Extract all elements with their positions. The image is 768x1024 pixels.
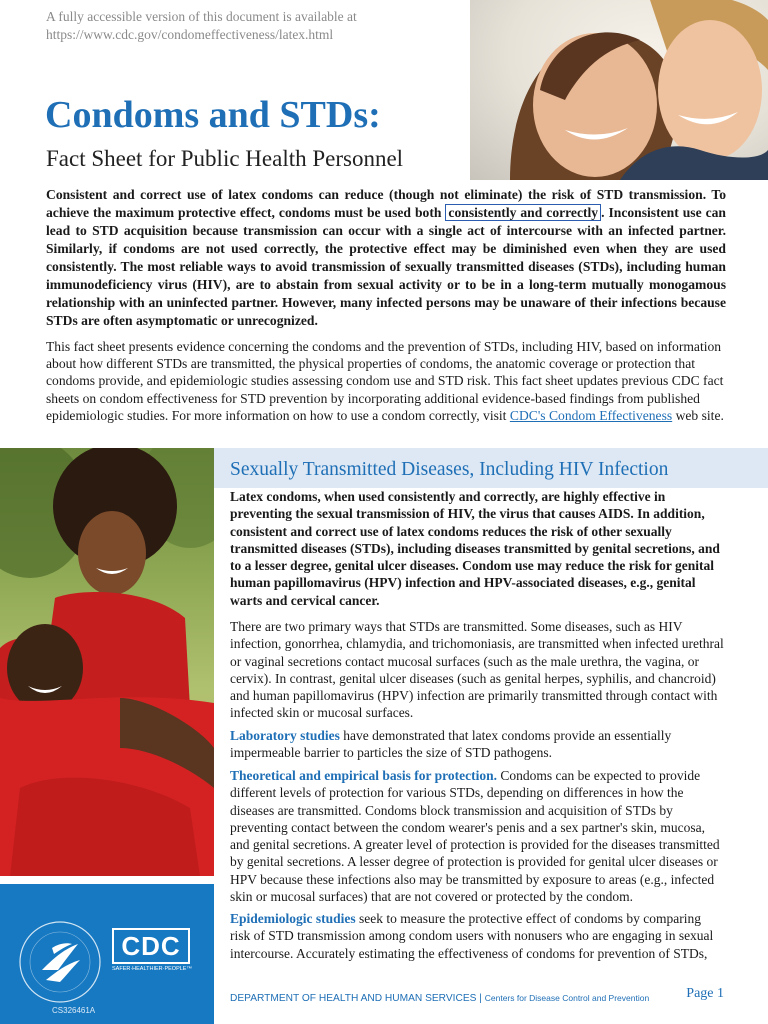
intro-body-end: web site.: [672, 407, 724, 423]
footer-separator: |: [476, 993, 485, 1004]
protection-basis-text: Condoms can be expected to provide different levels of protection for various STDs, depending on differences in how the diseases are transmitted. Condoms block transmission and acquisition of STDs by preventing contact between the condom wearer's penis and a sex partner's skin, mucosa, and genital secretions. A greater level of protection is provided for the diseases transmitted by genital secretions. A lesser degree of protection is provided for genital ulcer diseases or HPV because these infections also may be transmitted by exposure to areas (e.g., infected skin or mucosal surfaces) that are not covered or protected by the condom.: [230, 768, 720, 905]
epidemiologic-studies-paragraph: [230, 910, 724, 962]
epidemiologic-studies-heading: Epidemiologic studies: [230, 911, 356, 926]
couple-photo: [470, 0, 768, 180]
page-number: Page 1: [686, 986, 724, 1001]
page-title: Condoms and STDs:: [45, 94, 381, 136]
footer-department: DEPARTMENT OF HEALTH AND HUMAN SERVICES: [230, 993, 477, 1004]
section-summary-paragraph: Latex condoms, when used consistently and correctly, are highly effective in preventing the sexual transmission of HIV, the virus that causes AIDS. In addition, consistent and correct use of latex condoms reduces the risk of other sexually transmitted diseases (STDs), including diseases transmitted by genital secretions, and to a lesser degree, genital ulcer diseases. Condom use may reduce the risk for genital human papillomavirus (HPV) infection and HPV-associated diseases, e.g., genital warts and cervical cancer.: [230, 489, 720, 608]
page-footer: [230, 988, 724, 1006]
laboratory-studies-text: have demonstrated that latex condoms provide an essentially impermeable barrier to particles the size of STD pathogens.: [230, 728, 672, 761]
intro-body-text: This fact sheet presents evidence concerning the condoms and the prevention of STDs, including HIV, based on information about how different STDs are transmitted, the physical properties of condoms, the anatomic coverage or protection that condoms provide, and epidemiologic studies assessing condom use and STD risk. This fact sheet updates previous CDC fact sheets on condom effectiveness for STD prevention by incorporating additional evidence-based findings from published epidemiologic studies. For more information on how to use a condom correctly, visit: [46, 339, 724, 423]
couple-piggyback-photo: [0, 448, 214, 876]
document-code: CS326461A: [52, 1006, 96, 1015]
protection-basis-paragraph: [230, 767, 724, 905]
intro-body-paragraph: [46, 338, 726, 424]
accessible-version-url[interactable]: https://www.cdc.gov/condomeffectiveness/latex.html: [46, 27, 334, 42]
laboratory-studies-heading: Laboratory studies: [230, 728, 340, 743]
transmission-paragraph: There are two primary ways that STDs are transmitted. Some diseases, such as HIV infection, gonorrhea, chlamydia, and trichomoniasis, are transmitted when infected urethral or vaginal secretions contact mucosal surfaces (such as the male urethra, the vagina, or cervix). In contrast, genital ulcer diseases (such as genital herpes, syphilis, and chancroid) and human papillomavirus (HPV) infection are primarily transmitted through contact with infected skin or mucosal surfaces.: [230, 619, 724, 721]
page-subtitle: Fact Sheet for Public Health Personnel: [46, 146, 404, 171]
hhs-seal-icon: [18, 920, 102, 1004]
protection-basis-heading: Theoretical and empirical basis for protection.: [230, 768, 497, 783]
accessibility-note-text: A fully accessible version of this document is available at: [46, 9, 357, 24]
couple-photo-illustration: [470, 0, 768, 180]
cdc-tagline: SAFER·HEALTHIER·PEOPLE™: [112, 966, 192, 972]
section-title: Sexually Transmitted Diseases, Including HIV Infection: [230, 459, 669, 480]
intro-summary-text-1: Consistent and correct use of latex condoms can reduce (though not eliminate) the risk of STD transmission. To achieve the maximum protective effect, condoms must be used both: [46, 187, 726, 220]
accessibility-note: [46, 8, 466, 44]
piggyback-photo-illustration: [0, 448, 214, 876]
epidemiologic-studies-text: seek to measure the protective effect of condoms by comparing risk of STD transmission among condom users with nonusers who are engaging in sexual intercourse. Accurately estimating the effectiveness of condoms for prevention of STDs,: [230, 911, 714, 961]
cdc-logo: [112, 928, 190, 976]
intro-summary-paragraph: [46, 186, 726, 330]
consistently-correctly-link[interactable]: consistently and correctly: [445, 204, 601, 221]
condom-effectiveness-link[interactable]: CDC's Condom Effectiveness: [509, 407, 673, 423]
footer-centers: Centers for Disease Control and Prevention: [484, 993, 650, 1003]
cdc-logo-box: [112, 928, 190, 964]
intro-summary-text-2: . Inconsistent use can lead to STD acquisition because transmission can occur with a single act of intercourse with an infected partner. Similarly, if condoms are not used correctly, the protective effect may be diminished even when they are used consistently. The most reliable ways to avoid transmission of sexually transmitted diseases (STDs), including human immunodeficiency virus (HIV), are to abstain from sexual activity or to be in a long-term mutually monogamous relationship with an uninfected partner. However, many infected persons may be unaware of their infections because STDs are often asymptomatic or unrecognized.: [46, 205, 726, 328]
cdc-logo-text: CDC: [121, 930, 181, 961]
laboratory-studies-paragraph: [230, 727, 724, 762]
